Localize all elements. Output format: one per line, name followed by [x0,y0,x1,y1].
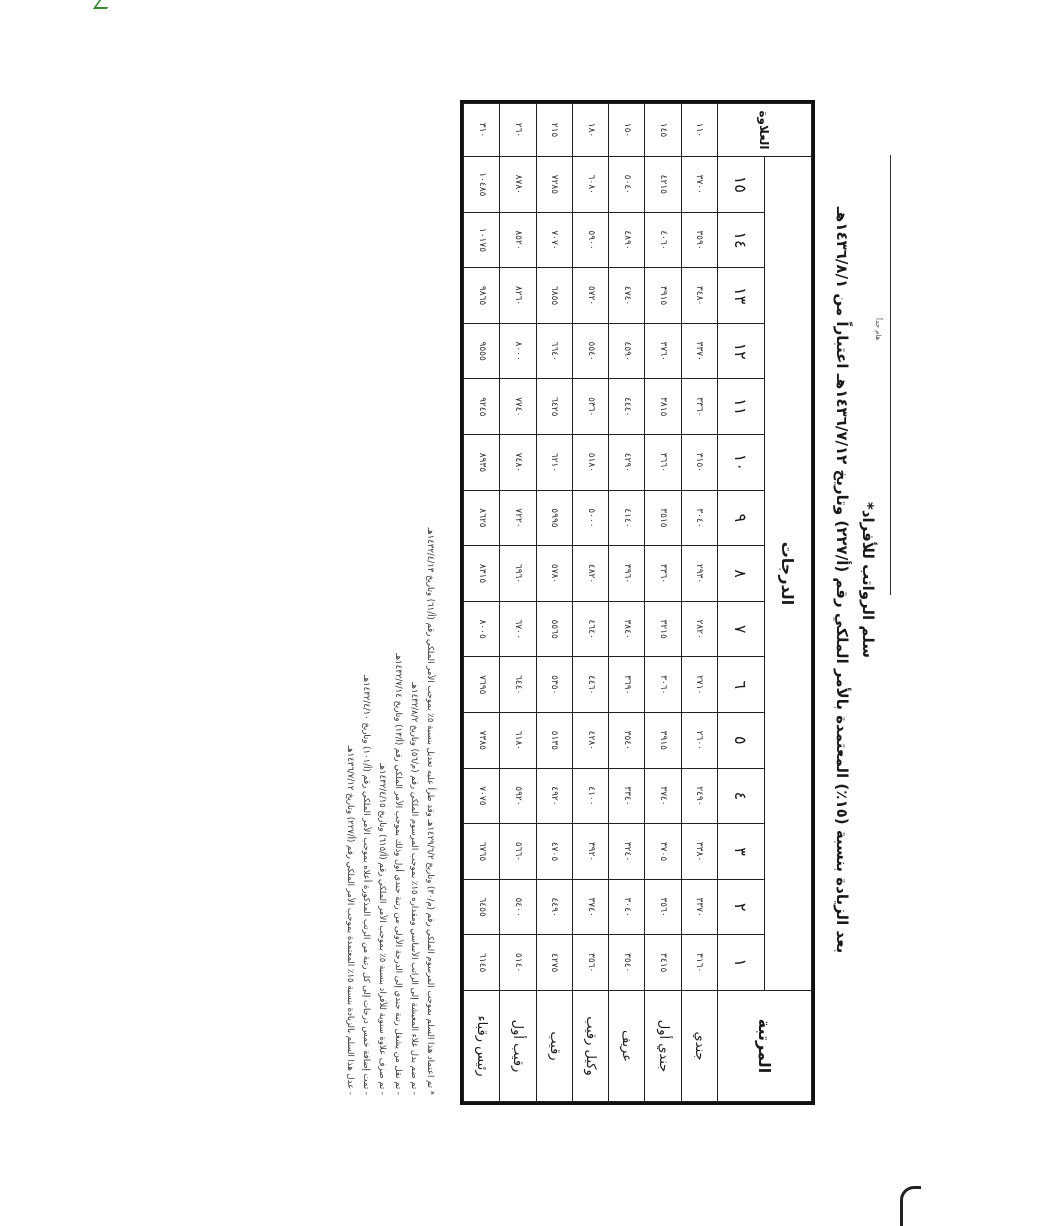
salary-cell: ٧٢٢٠ [500,490,536,546]
page-subtitle: بعد الزيادة بنسبة (١٥٪) المعتمدة بالأمر الملكي رقم (أ/٢٢٧) وتاريخ ١٤٣٦/٧/١٢هـ اعتباراً من ١٤٣٦/٨/١هـ [833,206,851,954]
rank-cell: رقيب أول [500,991,536,1102]
bonus-cell: ٢٦٠ [500,104,536,157]
salary-cell: ٣٣٧٠ [681,323,717,379]
salary-cell: ٢٤٩٠ [681,768,717,824]
salary-cell: ٣٥٦٠ [572,935,608,991]
salary-cell: ٨٦٢٥ [464,490,500,546]
salary-cell: ٧٤٨٠ [500,435,536,491]
salary-cell: ٣١٦٠ [681,935,717,991]
salary-cell: ٧٣٨٥ [464,713,500,769]
salary-cell: ٣٠٤٠ [681,490,717,546]
salary-cell: ٣٤٨٠ [681,268,717,324]
salary-cell: ٨٥٢٠ [500,212,536,268]
salary-cell: ٣٧٠٥ [645,824,681,880]
salary-cell: ٥٩٩٥ [536,490,572,546]
salary-cell: ٣٣٦٠ [681,379,717,435]
salary-cell: ٣٦٦٠ [645,435,681,491]
salary-cell: ٨٧٨٠ [500,157,536,213]
footnote-line: - تم ضم بدل غلاء المعيشة إلى الراتب الأساسي ومقداره ١٥٪ بموجب المرسوم الملكي رقم (م/٥٦) وتاريخ ١٤٣٢/٨/٢هـ [409,682,419,1095]
scan-corner-mark [93,0,113,9]
salary-table-frame [460,100,815,1105]
footnote-line: - عدل هذا السلم بالزيادة بنسبة ١٥٪ المعتمدة بموجب الأمر الملكي رقم (أ/٢٢٧) وتاريخ ١٤٣٦/٧/١٢هـ [345,745,355,1095]
rank-cell: وكيل رقيب [572,991,608,1102]
salary-cell: ٣٣٧٠ [681,879,717,935]
bonus-cell: ٣١٠ [464,104,500,157]
salary-cell: ٧٠٧٠ [536,212,572,268]
salary-cell: ٧٠٧٥ [464,768,500,824]
grade-header-14: ١٤ [718,212,765,268]
salary-cell: ٥٩٢٠ [500,768,536,824]
salary-cell: ٤٤٦٠ [572,657,608,713]
salary-cell: ٥٥٤٠ [572,323,608,379]
grade-header-11: ١١ [718,379,765,435]
salary-cell: ٤٨٩٠ [609,212,645,268]
salary-cell: ٥٣٥٠ [536,657,572,713]
salary-cell: ٨٩٣٥ [464,435,500,491]
scan-edge-bracket [900,1186,921,1226]
salary-cell: ٣٣٤٠ [609,768,645,824]
table-row [500,104,536,1102]
grade-header-12: ١٢ [718,323,765,379]
salary-cell: ٦٦٤٠ [536,323,572,379]
salary-cell: ٢٧١٠ [681,657,717,713]
salary-cell: ٥٣٦٠ [572,379,608,435]
grade-header-1: ١ [718,935,765,991]
salary-cell: ٥١٨٠ [572,435,608,491]
salary-cell: ٩٨٦٥ [464,268,500,324]
salary-cell: ٣٩٦٠ [609,546,645,602]
salary-cell: ٣٨١٥ [645,379,681,435]
bonus-cell: ٢١٥ [536,104,572,157]
footnote-line: * تم اعتماد هذا السلم بموجب المرسوم الملكي رقم (م/٣٠) وتاريخ ١٤٢٩/٦/٢هـ وقد طرأ عليه تعديل بنسبة ٥٪ بموجب الأمر الملكي رقم (أ/٦١) وتاريخ ١٤٣٢/٤/١٣هـ [425,527,435,1095]
footnote-line: - تم صرف علاوة سنوية للأفراد بنسبة ٥٪ بموجب الأمر الملكي رقم (أ/٦١٥) وتاريخ ١٤٣٢/٤/١٥هـ [377,763,387,1095]
salary-cell: ٣٨٤٠ [609,601,645,657]
salary-cell: ٢٦٠٠ [681,713,717,769]
salary-cell: ٤٩٢٠ [536,768,572,824]
bonus-cell: ١١٠ [681,104,717,157]
salary-cell: ٣٩١٥ [645,713,681,769]
table-row [681,104,717,1102]
salary-cell: ٩٢٤٥ [464,379,500,435]
salary-cell: ٤٨٢٠ [572,546,608,602]
grade-header-2: ٢ [718,879,765,935]
salary-cell: ٦٧٠٠ [500,601,536,657]
salary-cell: ٥٤٠٠ [500,879,536,935]
salary-cell: ٦٨٥٥ [536,268,572,324]
salary-cell: ٥١٤٠ [500,935,536,991]
salary-cell: ٢٨٢٠ [681,601,717,657]
salary-cell: ٣٩٢٠ [572,824,608,880]
salary-cell: ٧٦٩٥ [464,657,500,713]
salary-cell: ٥١٣٥ [536,713,572,769]
salary-cell: ٣٠٤٠ [609,879,645,935]
salary-cell: ٣٥٤٠ [609,713,645,769]
salary-cell: ٧٧٤٠ [500,379,536,435]
grade-header-6: ٦ [718,657,765,713]
rank-cell: جندي أول [645,991,681,1102]
salary-cell: ٦٤٥٥ [464,879,500,935]
footnotes [341,65,437,1095]
grade-header-8: ٨ [718,546,765,602]
grade-numbers-row [718,104,765,1102]
header-rule [890,155,891,595]
salary-cell: ١٠٤٨٥ [464,157,500,213]
grade-header-4: ٤ [718,768,765,824]
salary-cell: ٤٢٩٠ [609,435,645,491]
salary-cell: ٣٦٩٠ [609,657,645,713]
salary-cell: ٣٥٩٠ [681,212,717,268]
salary-cell: ٣٠٦٠ [645,657,681,713]
grade-header-5: ٥ [718,713,765,769]
table-row [464,104,500,1102]
table-body [464,104,718,1102]
salary-scale-table [463,103,812,1102]
salary-cell: ٤٥٩٠ [609,323,645,379]
salary-cell: ٤٢١٥ [645,157,681,213]
bonus-cell: ١٥٠ [609,104,645,157]
salary-cell: ٦٤٢٥ [536,379,572,435]
salary-cell: ٦٢١٠ [536,435,572,491]
bonus-cell: ١٤٥ [645,104,681,157]
table-row [609,104,645,1102]
salary-cell: ٤٤٩٠ [536,879,572,935]
salary-cell: ٣٣٦٠ [645,546,681,602]
grade-header-7: ٧ [718,601,765,657]
salary-cell: ٦١٨٠ [500,713,536,769]
salary-cell: ٤٢٧٥ [536,935,572,991]
rank-cell: عريف [609,991,645,1102]
grade-header-15: ١٥ [718,157,765,213]
salary-cell: ٩٥٥٥ [464,323,500,379]
bonus-cell: ١٨٠ [572,104,608,157]
header-note: هام جداً [874,318,882,341]
salary-cell: ٧٢٨٥ [536,157,572,213]
table-row [572,104,608,1102]
grade-header-10: ١٠ [718,435,765,491]
grade-header-9: ٩ [718,490,765,546]
bonus-column-header: العلاوة [718,104,812,157]
salary-cell: ٦٩٦٠ [500,546,536,602]
salary-cell: ٥٧٢٠ [572,268,608,324]
salary-cell: ٣٣٨٠ [681,824,717,880]
salary-cell: ٣٧٤٠ [645,768,681,824]
grade-header-3: ٣ [718,824,765,880]
salary-cell: ٣٥١٥ [645,490,681,546]
rotated-page-content [135,45,885,1115]
salary-cell: ١٠١٧٥ [464,212,500,268]
salary-cell: ٣٧٠٠ [681,157,717,213]
salary-cell: ٦٧٦٥ [464,824,500,880]
salary-cell: ٣١٥٠ [681,435,717,491]
footnote-line: - تم نقل من يشغل رتبة جندي إلى الدرجة الأولى من رتبة جندي أول وذلك بموجب الأمر الملكي رقم (أ/١٣) وتاريخ ١٤٣٢/٧/١٤هـ [393,653,403,1095]
salary-cell: ٦٠٨٠ [572,157,608,213]
salary-cell: ٣٤١٥ [645,935,681,991]
rank-column-header: المرتبة [718,991,812,1102]
salary-cell: ٤٠٦٠ [645,212,681,268]
salary-cell: ٨٠٠٠ [500,323,536,379]
salary-cell: ٥٠٤٠ [609,157,645,213]
grades-group-header: الدرجات [765,157,812,991]
salary-cell: ٣٢٤٠ [609,824,645,880]
salary-cell: ٥٥٦٥ [536,601,572,657]
salary-cell: ٤٧٠٥ [536,824,572,880]
salary-cell: ٤٢٨٠ [572,713,608,769]
salary-cell: ٣٢١٥ [645,601,681,657]
footnote-line: - تمت إضافة خمس درجات إلى كل رتبة من الرتب المذكورة أعلاه بموجب الأمر الملكي رقم (أ/١٠١) وتاريخ ١٤٣٢/٤/١٠هـ [361,675,371,1095]
salary-cell: ٨٣١٥ [464,546,500,602]
salary-cell: ٣٩١٥ [645,268,681,324]
salary-cell: ٨٢٦٠ [500,268,536,324]
salary-cell: ٥٠٠٠ [572,490,608,546]
salary-cell: ٢٩٣٠ [681,546,717,602]
salary-cell: ٣٥٦٠ [645,879,681,935]
salary-cell: ٤٦٤٠ [572,601,608,657]
page-title: سلم الرواتب للأفراد* [859,501,877,659]
grade-header-13: ١٣ [718,268,765,324]
salary-cell: ٥٦٦٠ [500,824,536,880]
rank-cell: رقيب [536,991,572,1102]
salary-cell: ٥٩٠٠ [572,212,608,268]
salary-cell: ٣٧٤٠ [572,879,608,935]
salary-cell: ٣٥٤٠ [609,935,645,991]
salary-cell: ٤٧٤٠ [609,268,645,324]
salary-cell: ٥٧٨٠ [536,546,572,602]
salary-cell: ٦١٤٥ [464,935,500,991]
salary-cell: ٤١٤٠ [609,490,645,546]
salary-cell: ٦٤٤٠ [500,657,536,713]
salary-cell: ٤٤٤٠ [609,379,645,435]
salary-cell: ٣٧٦٠ [645,323,681,379]
table-row [536,104,572,1102]
rank-cell: رئيس رقباء [464,991,500,1102]
rank-cell: جندي [681,991,717,1102]
salary-cell: ٨٠٠٥ [464,601,500,657]
table-row [645,104,681,1102]
salary-cell: ٤١٠٠ [572,768,608,824]
